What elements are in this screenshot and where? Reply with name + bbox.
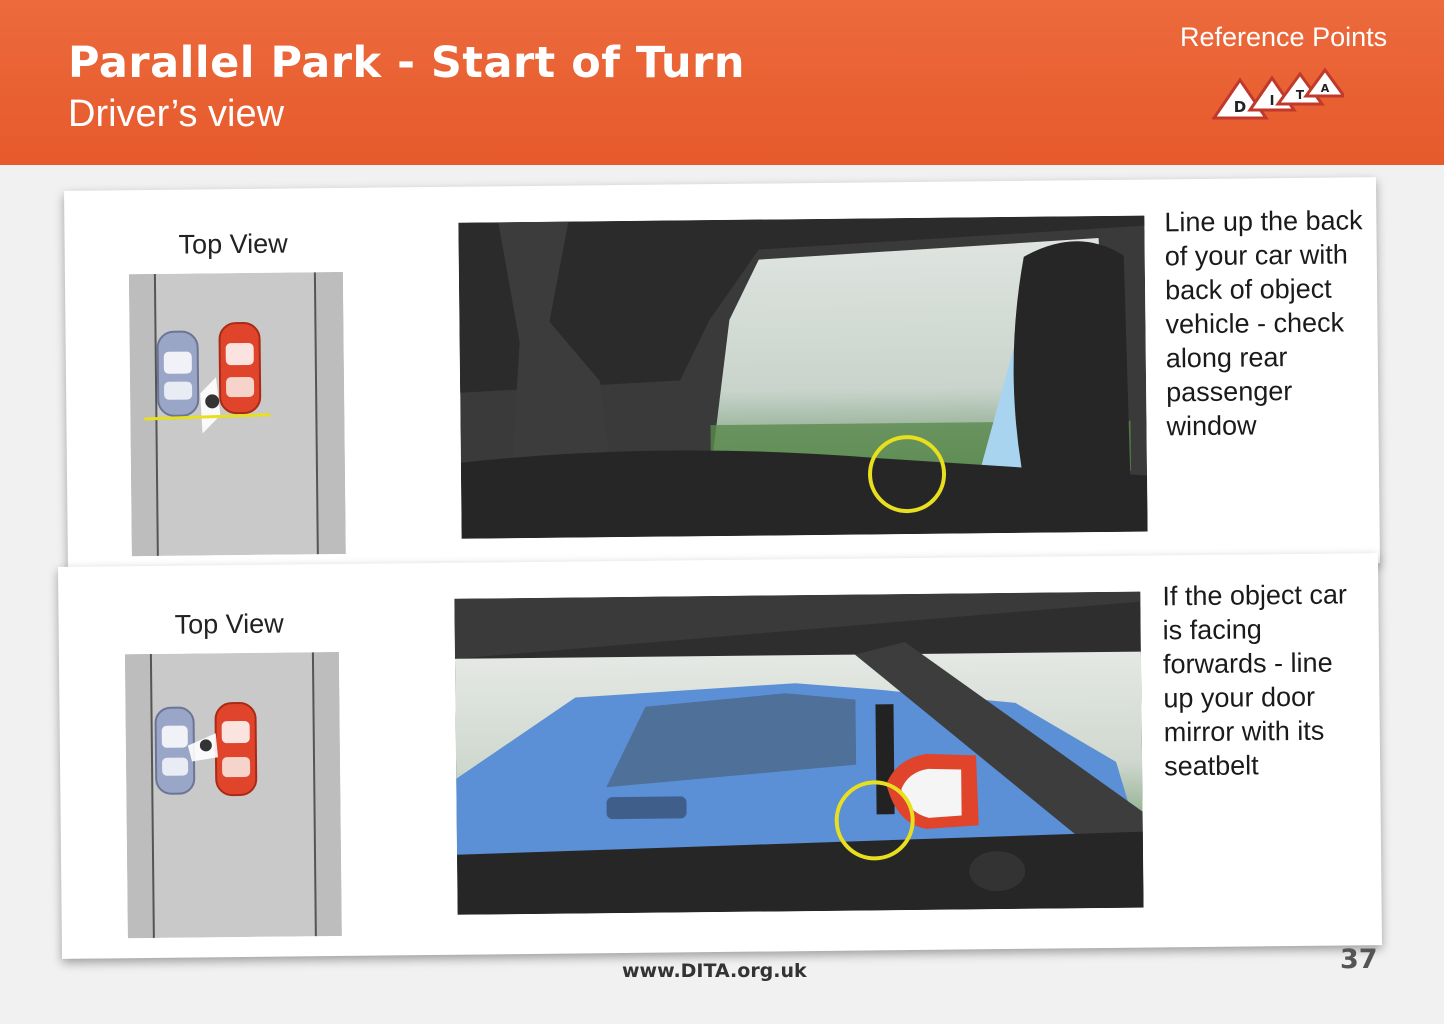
user-car-top: [219, 323, 260, 413]
instruction-text: If the object car is facing forwards - line up your door mirror with its seatbelt: [1162, 579, 1348, 782]
svg-text:A: A: [1320, 82, 1330, 95]
top-view-label: Top View: [174, 608, 284, 640]
page-subtitle: Driver’s view: [68, 93, 285, 135]
page-title: Parallel Park - Start of Turn: [68, 38, 745, 88]
top-view-label: Top View: [178, 228, 288, 260]
footer-url: www.DITA.org.uk: [622, 960, 807, 982]
instruction-text: Line up the back of your car with back of object vehicle - check along rear passenger window: [1164, 205, 1363, 442]
page-number: 37: [1340, 944, 1378, 975]
svg-text:I: I: [1269, 94, 1275, 109]
top-view-diagram: [125, 652, 342, 938]
svg-text:T: T: [1295, 88, 1305, 102]
user-car-top: [215, 703, 256, 795]
object-car-top: [157, 331, 198, 415]
door-mirror-scene: [454, 592, 1143, 915]
object-car-top: [155, 708, 194, 794]
dita-logo-triangle-a: [1306, 70, 1344, 96]
top-view-diagram: [129, 272, 346, 556]
panel-rear-window: [64, 177, 1380, 577]
panel-door-mirror: [58, 553, 1382, 959]
reference-points-label: Reference Points: [1180, 22, 1388, 52]
svg-text:D: D: [1233, 98, 1247, 116]
rear-window-scene: [458, 216, 1147, 539]
dita-logo: [1212, 64, 1344, 124]
